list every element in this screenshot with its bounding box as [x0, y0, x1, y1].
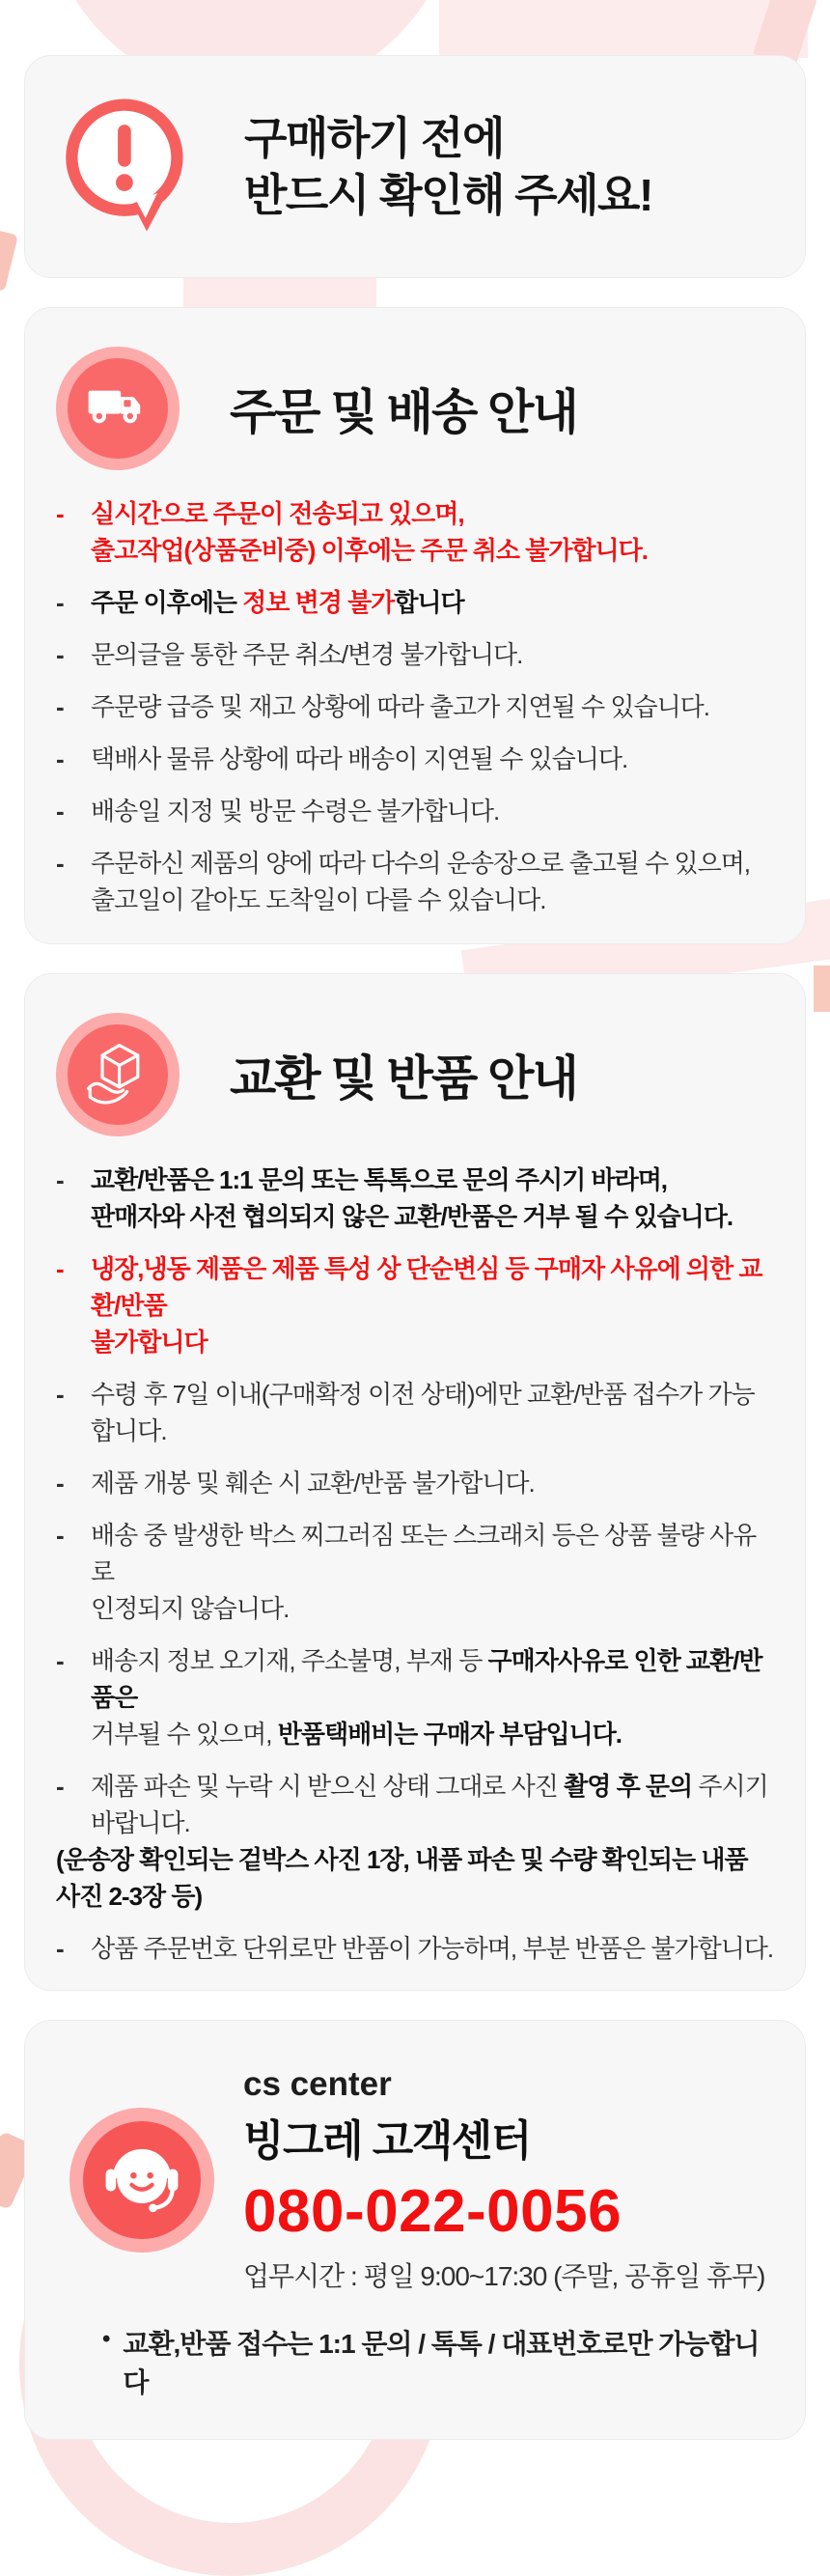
cs-center-card — [24, 2020, 806, 2440]
list-item-dash: - — [56, 1165, 65, 1194]
list-item-dash: - — [56, 640, 65, 669]
list-item-text: 제품 파손 및 누락 시 받으신 상태 그대로 사진 촬영 후 문의 주시기 바랍니다. (운송장 확인되는 겉박스 사진 1장, 내품 파손 및 수량 확인되는 내품 사진 2-3장 등) — [56, 1772, 768, 1911]
list-item — [56, 1768, 774, 1915]
exchange-return-header — [56, 1013, 774, 1136]
list-item-dash: - — [56, 692, 65, 721]
order-delivery-header — [56, 347, 774, 470]
truck-icon — [56, 347, 180, 470]
list-item-text: 주문 이후에는 정보 변경 불가합니다 — [91, 588, 464, 617]
list-item-dash: - — [56, 1380, 65, 1409]
list-item — [56, 793, 774, 829]
list-item-dash: - — [56, 1469, 65, 1498]
bullet-dot: • — [102, 2326, 110, 2352]
intro-card — [24, 55, 806, 278]
cs-center-hours: 업무시간 : 평일 9:00~17:30 (주말, 공휴일 휴무) — [243, 2261, 765, 2291]
order-delivery-title: 주문 및 배송 안내 — [230, 385, 577, 439]
list-item — [56, 1642, 774, 1752]
list-item — [56, 636, 774, 673]
list-item-dash: - — [56, 1934, 65, 1963]
list-item — [56, 1376, 774, 1449]
list-item — [56, 845, 774, 918]
order-delivery-list — [56, 495, 774, 918]
headset-agent-icon — [69, 2108, 214, 2253]
list-item-text: 배송지 정보 오기재, 주소불명, 부재 등 구매자사유로 인한 교환/반품은 거부될 수 있으며, 반품택배비는 구매자 부담입니다. — [91, 1646, 762, 1749]
cs-center-label: cs center — [243, 2065, 392, 2103]
box-hand-icon — [56, 1013, 180, 1136]
warning-bubble-icon — [56, 92, 201, 241]
list-item-dash: - — [56, 1521, 65, 1550]
list-item-text: 주문하신 제품의 양에 따라 다수의 운송장으로 출고될 수 있으며, 출고일이 같아도 도착일이 다를 수 있습니다. — [91, 849, 751, 914]
list-item-text: 주문량 급증 및 재고 상황에 따라 출고가 지연될 수 있습니다. — [91, 692, 710, 721]
exchange-return-title: 교환 및 반품 안내 — [230, 1051, 577, 1106]
list-item-dash: - — [56, 1254, 65, 1283]
list-item-text: 택배사 물류 상황에 따라 배송이 지연될 수 있습니다. — [91, 744, 628, 773]
intro-title — [244, 110, 652, 224]
list-item-text: 제품 개봉 및 훼손 시 교환/반품 불가합니다. — [91, 1469, 535, 1498]
list-item-dash: - — [56, 499, 65, 528]
list-item-text: 상품 주문번호 단위로만 반품이 가능하며, 부분 반품은 불가합니다. — [91, 1934, 774, 1963]
list-item-dash: - — [56, 1772, 65, 1801]
list-item — [56, 584, 774, 621]
list-item-dash: - — [56, 849, 65, 878]
intro-title-line1: 구매하기 전에 — [244, 112, 504, 163]
exchange-return-card — [24, 973, 806, 1991]
cs-center-main — [56, 2065, 774, 2294]
list-item-text: 배송일 지정 및 방문 수령은 불가합니다. — [91, 797, 500, 826]
list-item — [56, 1930, 774, 1967]
list-item — [56, 1465, 774, 1501]
list-item-text: 배송 중 발생한 박스 찌그러짐 또는 스크래치 등은 상품 불량 사유로 인정되지 않습니다. — [91, 1521, 757, 1623]
list-item — [56, 688, 774, 725]
cs-center-text — [243, 2065, 764, 2294]
list-item-text: 수령 후 7일 이내(구매확정 이전 상태)에만 교환/반품 접수가 가능합니다. — [91, 1380, 755, 1445]
list-item-dash: - — [56, 744, 65, 773]
list-item-dash: - — [56, 1646, 65, 1675]
list-item-dash: - — [56, 797, 65, 826]
exchange-return-list — [56, 1162, 774, 1967]
list-item-dash: - — [56, 588, 65, 617]
list-item — [56, 1162, 774, 1235]
intro-title-line2: 반드시 확인해 주세요! — [244, 169, 652, 220]
list-item-text: 문의글을 통한 주문 취소/변경 불가합니다. — [91, 640, 523, 669]
cs-center-note — [56, 2323, 774, 2400]
cs-center-title: 빙그레 고객센터 — [243, 2117, 531, 2165]
list-item — [56, 495, 774, 569]
list-item-text: 교환/반품은 1:1 문의 또는 톡톡으로 문의 주시기 바라며, 판매자와 사전 협의되지 않은 교환/반품은 거부 될 수 있습니다. — [91, 1165, 733, 1231]
cs-center-note-text: 교환,반품 접수는 1:1 문의 / 톡톡 / 대표번호로만 가능합니다 — [123, 2329, 760, 2397]
order-delivery-card — [24, 307, 806, 944]
cs-center-phone-number: 080-022-0056 — [243, 2178, 622, 2245]
list-item — [56, 741, 774, 777]
list-item-text: 냉장,냉동 제품은 제품 특성 상 단순변심 등 구매자 사유에 의한 교환/반품 불가합니다 — [91, 1254, 762, 1357]
list-item-text: 실시간으로 주문이 전송되고 있으며, 출고작업(상품준비중) 이후에는 주문 취소 불가합니다. — [91, 499, 648, 565]
list-item — [56, 1250, 774, 1360]
list-item — [56, 1517, 774, 1627]
